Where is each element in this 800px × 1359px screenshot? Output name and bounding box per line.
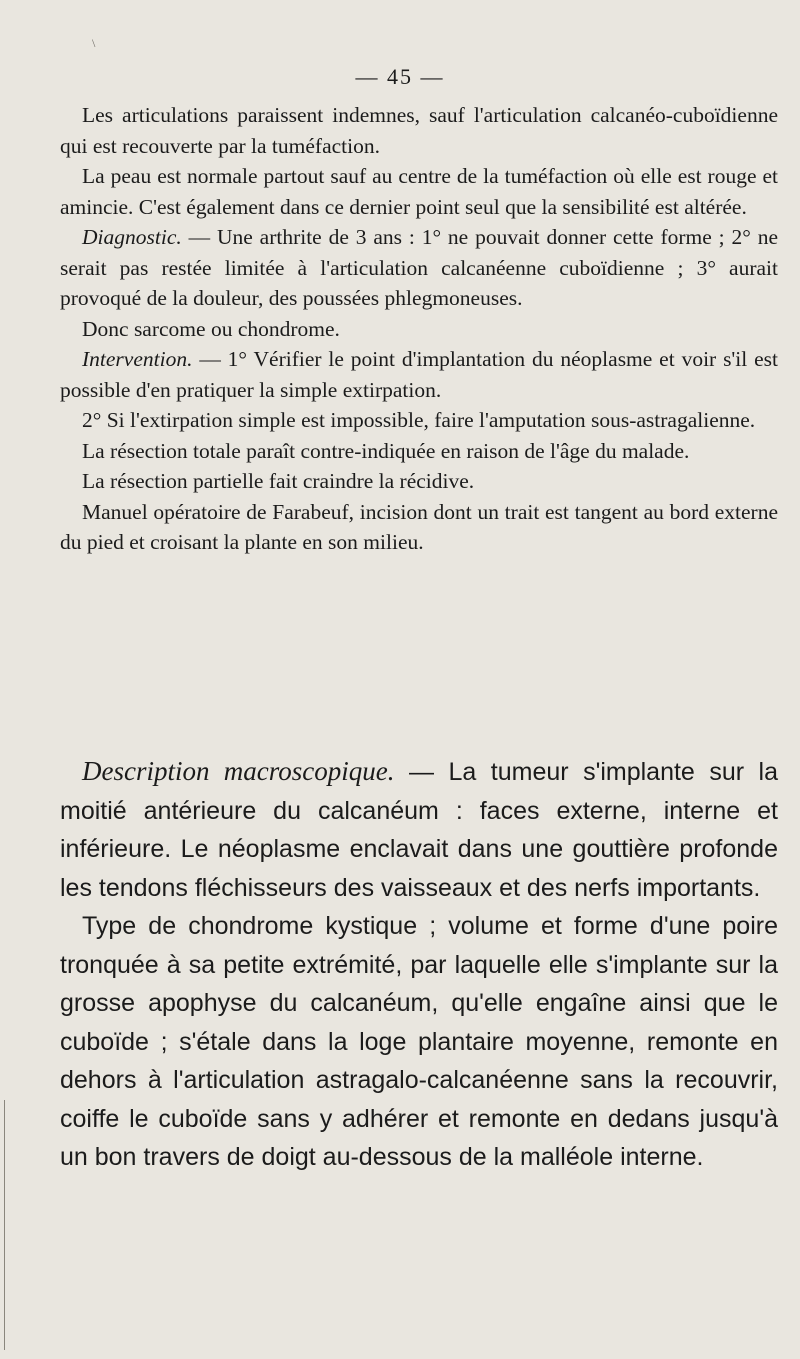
paragraph-manuel: Manuel opératoire de Farabeuf, incision dont un trait est tangent au bord externe du pied et croisant la plante en son milieu.	[60, 499, 778, 554]
paragraph-resection-partielle: La résection partielle fait craindre la récidive.	[82, 469, 475, 493]
description-label: Description macroscopique.	[82, 756, 395, 786]
paragraph-intervention: Intervention. — 1° Vérifier le point d'implantation du néoplasme et voir s'il est possible d'en pratiquer la simple extirpation.	[60, 347, 778, 402]
diagnostic-label: Diagnostic.	[82, 225, 182, 249]
page-number: — 45 —	[355, 64, 445, 89]
paragraph-resection-totale: La résection totale paraît contre-indiquée en raison de l'âge du malade.	[82, 438, 690, 463]
paragraph-extirpation: 2° Si l'extirpation simple est impossible, faire l'amputation sous-astragalienne.	[82, 408, 756, 432]
paragraph-type: Type de chondrome kystique ; volume et forme d'une poire tronquée à sa petite extrémité, par laquelle elle s'implante sur la grosse apophyse du calcanéum, qu'elle engaîne ainsi que le cuboïde ; s'étale dans la loge plantaire moyenne, remonte en dehors à l'articulation astragalo-calcanéenne sans la recouvrir, coiffe le cuboïde sans y adhérer et remonte en dedans jusqu'à un bon travers de doigt au-dessous de la malléole interne.	[60, 912, 778, 1171]
margin-rule	[4, 1100, 5, 1350]
small-text-block	[60, 100, 778, 558]
paragraph-articulations: Les articulations paraissent indemnes, sauf l'articulation calcanéo-cuboïdienne qui est recouverte par la tuméfaction.	[60, 103, 778, 158]
paragraph-donc: Donc sarcome ou chondrome.	[82, 316, 340, 341]
intervention-label: Intervention.	[82, 347, 193, 371]
paragraph-description: Description macroscopique. — La tumeur s'implante sur la moitié antérieure du calcanéum : faces externe, interne et inférieure. Le néoplasme enclavait dans une gouttière profonde les tendons fléchisseurs des vaisseaux et des nerfs importants.	[60, 756, 778, 902]
paragraph-peau: La peau est normale partout sauf au centre de la tuméfaction où elle est rouge et amincie. C'est également dans ce dernier point seul que la sensibilité est altérée.	[60, 164, 778, 219]
paragraph-diagnostic: Diagnostic. — Une arthrite de 3 ans : 1° ne pouvait donner cette forme ; 2° ne serait pas restée limitée à l'articulation calcanéenne cuboïdienne ; 3° aurait provoqué de la douleur, des poussées phlegmoneuses.	[60, 225, 778, 310]
large-text-block	[60, 752, 778, 1177]
ink-speck: \	[92, 36, 96, 50]
